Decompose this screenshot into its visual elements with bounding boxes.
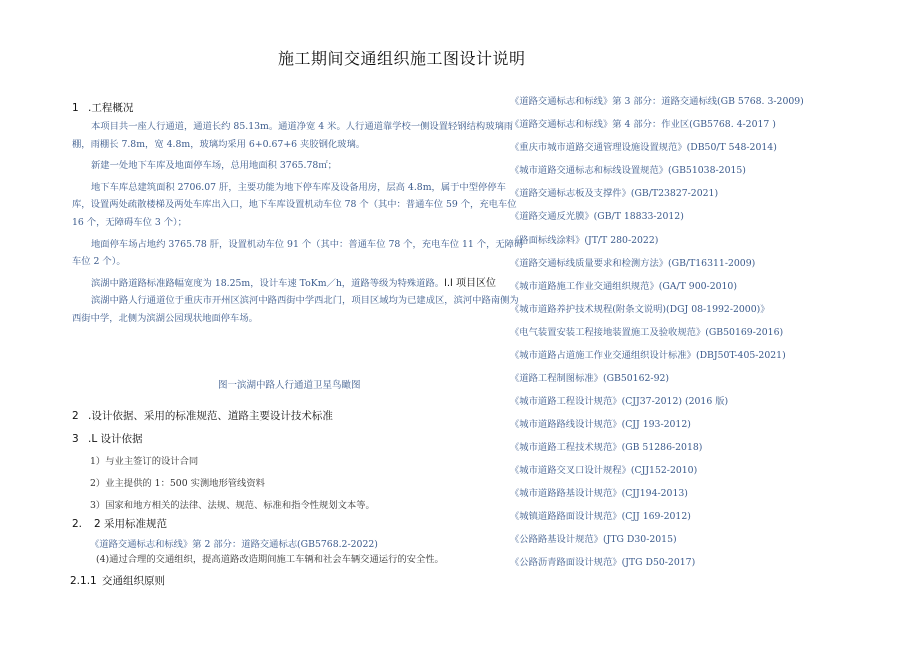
standard-item: 《城市道路工程设计规范》(CJJ37-2012) (2016 版) [510, 396, 729, 407]
standard-item: 《道路工程制图标准》(GB50162-92) [510, 373, 670, 384]
section-number: 2. [72, 518, 83, 530]
standard-item: 《公路沥青路面设计规范》(JTG D50-2017) [510, 557, 696, 568]
standard-item: 《道路交通反光膜》(GB/T 18833-2012) [510, 211, 684, 222]
safety-note [96, 551, 548, 568]
section-2-2-heading [72, 516, 524, 531]
standard-item: 《城市道路路基设计规范》(CJJ194-2013) [510, 488, 688, 499]
section-title: .设计依据、采用的标准规范、道路主要设计技术标准 [88, 410, 333, 422]
design-basis-list [90, 451, 542, 517]
standard-item: 《道路交通标志和标线》第 4 部分：作业区(GB5768. 4-2017 ) [510, 119, 776, 130]
section-3-heading [72, 431, 524, 446]
standard-item: 《道路交通标志和标线》第 2 部分：道路交通标志(GB5768.2-2022) [90, 539, 378, 550]
standard-item: 《道路交通标志板及支撑件》(GB/T23827-2021) [510, 188, 719, 199]
standard-item: 《城市道路养护技术规程(附条文说明)(DGJ 08-1992-2000)》 [510, 304, 770, 315]
standard-item: 《公路路基设计规范》(JTG D30-2015) [510, 534, 677, 545]
section-title: .工程概况 [88, 102, 134, 114]
section-number: 3 [72, 433, 79, 445]
list-item: 1）与业主签订的设计合同 [90, 456, 199, 467]
paragraph-project-overview: 本项目共一座人行通道，通道长约 85.13m。通道净宽 4 米。人行通道靠学校一侧设置轻钢结构玻璃雨棚，雨棚长 7.8m，宽 4.8m，玻璃均采用 6+0.67+6 夹胶钢化玻璃。 [72, 121, 514, 150]
road-standard-text: 滨湖中路道路标准路幅宽度为 18.25m，设计车速 ToKm／h，道路等级为特殊道路。 [91, 277, 445, 289]
section-1-heading [72, 100, 524, 115]
standard-item: 《道路交通标志和标线》第 3 部分：道路交通标线(GB 5768. 3-2009) [510, 96, 804, 107]
section-title: .L 设计依据 [88, 433, 143, 445]
standard-item: 《道路交通标线质量要求和检测方法》(GB/T16311-2009) [510, 258, 756, 269]
standard-item: 《电气装置安装工程接地装置施工及验收规范》(GB50169-2016) [510, 327, 784, 338]
project-location-heading: l.l 项目区位 [444, 277, 496, 289]
paragraph-new-garage: 新建一处地下车库及地面停车场，总用地面积 3765.78㎡； [91, 160, 337, 172]
section-2-1-1-heading [70, 573, 522, 588]
standard-item: 《城市道路交通标志和标线设置规范》(GB51038-2015) [510, 165, 746, 176]
section-number: 1 [72, 102, 79, 114]
page-title: 施工期间交通组织施工图设计说明 [278, 49, 526, 68]
standard-item: 《路面标线涂料》(JT/T 280-2022) [510, 235, 659, 246]
paragraph-surface-parking: 地面停车场占地约 3765.78 肝，设置机动车位 91 个（其中：普通车位 78 个，充电车位 11 个，无障碍车位 2 个）。 [72, 238, 524, 268]
list-item: 3）国家和地方相关的法律、法规、规范、标准和指令性规划文本等。 [90, 500, 375, 511]
figure-caption: 图一滨湖中路人行通道卫星鸟瞰图 [218, 380, 361, 391]
note-text: (4)通过合理的交通组织，提高道路改造期间施工车辆和社会车辆交通运行的安全性。 [96, 554, 444, 565]
paragraph-road-standard [72, 275, 524, 293]
section-title: 2 采用标准规范 [94, 518, 168, 530]
standard-item: 《重庆市城市道路交通管理设施设置规范》(DB50/T 548-2014) [510, 142, 777, 153]
section-1-body [72, 118, 524, 328]
standard-item: 《城市道路施工作业交通组织规范》(GA/T 900-2010) [510, 281, 737, 292]
section-number: 2 [72, 410, 79, 422]
standard-item: 《城市道路工程技术规范》(GB 51286-2018) [510, 442, 703, 453]
paragraph-project-location: 滨湖中路人行通道位于重庆市开州区滨河中路西街中学西北门，项目区域均为已建成区，滨河中路南侧为西街中学，北侧为滨湖公园现状地面停车场。 [72, 295, 519, 324]
paragraph-underground-garage: 地下车库总建筑面积 2706.07 肝，主要功能为地下停车库及设备用房，层高 4.8m，属于中型停停车库，设置两处疏散楼梯及两处车库出入口，地下车库设置机动车位 78 个（其中：普通车位 59 个，充电车位 16 个，无障碍车位 3 个）； [72, 181, 517, 228]
section-number: 2.1.1 [70, 575, 97, 587]
standard-item: 《城市道路占道施工作业交通组织设计标准》(DBJ50T-405-2021) [510, 350, 786, 361]
standard-item: 《城市道路路线设计规范》(CJJ 193-2012) [510, 419, 691, 430]
standard-item: 《城镇道路路面设计规范》(CJJ 169-2012) [510, 511, 691, 522]
section-title: 交通组织原则 [102, 575, 165, 587]
list-item: 2）业主提供的 1：500 实测地形管线资料 [90, 478, 265, 489]
section-2-heading [72, 408, 524, 423]
standard-item: 《城市道路交叉口设计规程》(CJJ152-2010) [510, 465, 698, 476]
